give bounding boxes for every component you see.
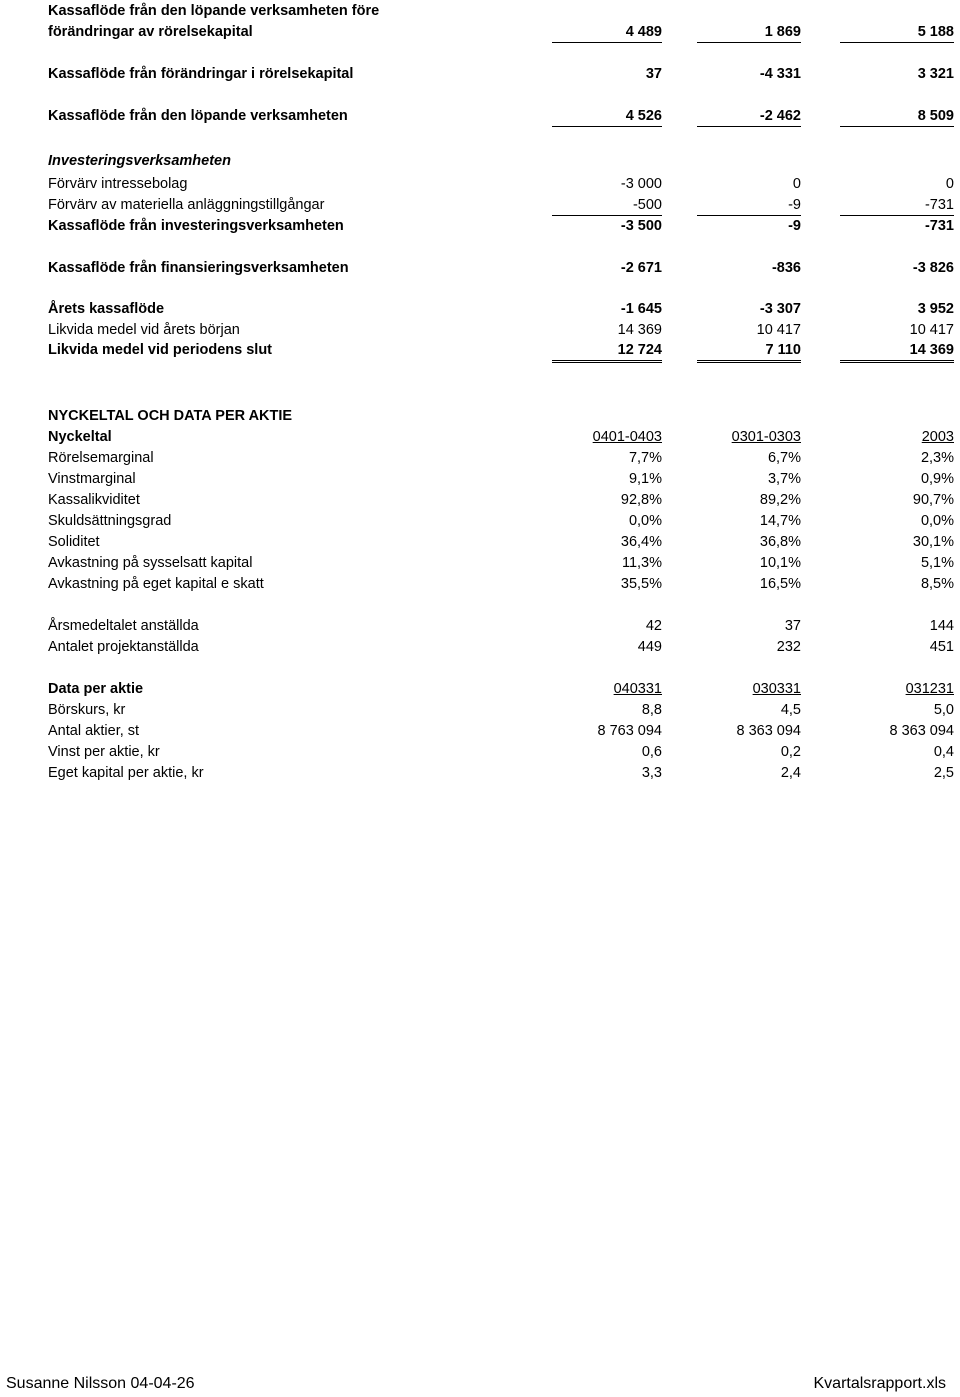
row-value-c1: 14 369	[617, 322, 662, 338]
row-label: Avkastning på sysselsatt kapital	[48, 555, 253, 571]
row-value-c2: 4,5	[780, 702, 801, 718]
row-value-c3: -731	[840, 195, 954, 216]
row-label: Antalet projektanställda	[48, 639, 199, 655]
row-value-c3: 5,1%	[920, 555, 954, 571]
row-label: förändringar av rörelsekapital	[48, 24, 253, 40]
row-value-c2: 0	[792, 176, 801, 192]
row-value-c1: 9,1%	[628, 471, 662, 487]
table-row	[0, 406, 960, 426]
row-label: Vinst per aktie, kr	[48, 744, 160, 760]
row-label: Kassaflöde från investeringsverksamheten	[48, 218, 344, 234]
row-value-c3: 2003	[921, 429, 954, 445]
row-label: Kassaflöde från finansieringsverksamheten	[48, 260, 349, 276]
row-value-c3: 0,0%	[920, 513, 954, 529]
row-value-c2: -4 331	[759, 66, 801, 82]
table-row	[0, 553, 960, 573]
row-label: Skuldsättningsgrad	[48, 513, 172, 529]
row-label: Avkastning på eget kapital e skatt	[48, 576, 264, 592]
table-row	[0, 427, 960, 447]
row-label: Kassaflöde från förändringar i rörelsekapital	[48, 66, 354, 82]
row-value-c1: -500	[552, 195, 662, 216]
row-label: Börskurs, kr	[48, 702, 126, 718]
row-value-c2: 2,4	[780, 765, 801, 781]
row-label: Förvärv av materiella anläggningstillgångar	[48, 197, 325, 213]
row-value-c1: 3,3	[641, 765, 662, 781]
table-row	[0, 195, 960, 215]
row-value-c2: 7 110	[697, 340, 801, 363]
row-value-c3: 144	[929, 618, 954, 634]
table-row	[0, 574, 960, 594]
table-row	[0, 616, 960, 636]
row-label: Data per aktie	[48, 681, 144, 697]
row-label: Kassaflöde från den löpande verksamheten före	[48, 3, 380, 19]
row-value-c3: 0,9%	[920, 471, 954, 487]
row-value-c3: -3 826	[912, 260, 954, 276]
row-label: Antal aktier, st	[48, 723, 140, 739]
table-row	[0, 340, 960, 360]
row-value-c3: 3 321	[917, 66, 954, 82]
row-value-c1: 0401-0403	[592, 429, 662, 445]
row-value-c3: 5 188	[840, 22, 954, 43]
row-value-c3: 2,5	[933, 765, 954, 781]
row-value-c2: 37	[784, 618, 801, 634]
row-value-c3: 8 363 094	[889, 723, 954, 739]
row-value-c3: 2,3%	[920, 450, 954, 466]
table-row	[0, 106, 960, 126]
row-value-c3: 30,1%	[912, 534, 954, 550]
row-value-c2: 89,2%	[759, 492, 801, 508]
table-row	[0, 532, 960, 552]
row-label: Investeringsverksamheten	[48, 153, 231, 169]
row-value-c1: 7,7%	[628, 450, 662, 466]
row-label: Nyckeltal	[48, 429, 112, 445]
row-value-c1: 35,5%	[620, 576, 662, 592]
row-label: Kassalikviditet	[48, 492, 140, 508]
row-value-c2: 0,2	[780, 744, 801, 760]
row-value-c1: 92,8%	[620, 492, 662, 508]
footer-filename: Kvartalsrapport.xls	[813, 1375, 946, 1392]
row-value-c1: -2 671	[620, 260, 662, 276]
table-row	[0, 637, 960, 657]
row-value-c2: -2 462	[697, 106, 801, 127]
row-value-c1: 11,3%	[621, 555, 662, 571]
row-value-c1: 449	[637, 639, 662, 655]
row-label: NYCKELTAL OCH DATA PER AKTIE	[48, 408, 293, 424]
table-row	[0, 490, 960, 510]
table-row	[0, 511, 960, 531]
row-label: Rörelsemarginal	[48, 450, 154, 466]
row-value-c3: 8,5%	[920, 576, 954, 592]
row-label: Likvida medel vid årets början	[48, 322, 240, 338]
table-row	[0, 469, 960, 489]
table-row	[0, 1, 960, 21]
footer-author: Susanne Nilsson 04-04-26	[6, 1375, 195, 1392]
row-value-c1: 0,6	[641, 744, 662, 760]
row-value-c3: 14 369	[840, 340, 954, 363]
row-value-c2: 030331	[752, 681, 801, 697]
row-value-c2: 36,8%	[759, 534, 801, 550]
row-label: Likvida medel vid periodens slut	[48, 342, 273, 358]
table-row	[0, 299, 960, 319]
row-value-c2: -9	[697, 195, 801, 216]
row-value-c3: 031231	[905, 681, 954, 697]
table-row	[0, 258, 960, 278]
row-value-c3: 5,0	[933, 702, 954, 718]
row-value-c1: 4 489	[552, 22, 662, 43]
row-value-c2: 14,7%	[759, 513, 801, 529]
row-value-c3: 90,7%	[912, 492, 954, 508]
table-row	[0, 174, 960, 194]
row-value-c1: 0,0%	[628, 513, 662, 529]
row-label: Vinstmarginal	[48, 471, 136, 487]
row-value-c1: 4 526	[552, 106, 662, 127]
row-value-c2: -3 307	[759, 301, 801, 317]
row-value-c1: 8 763 094	[597, 723, 662, 739]
row-value-c1: -3 500	[620, 218, 662, 234]
table-row	[0, 64, 960, 84]
row-label: Årets kassaflöde	[48, 301, 165, 317]
row-label: Förvärv intressebolag	[48, 176, 188, 192]
row-label: Eget kapital per aktie, kr	[48, 765, 204, 781]
row-value-c3: 0,4	[933, 744, 954, 760]
row-value-c2: 3,7%	[767, 471, 801, 487]
table-row	[0, 320, 960, 340]
row-value-c1: -3 000	[620, 176, 662, 192]
row-value-c2: 10,1%	[759, 555, 801, 571]
row-label: Kassaflöde från den löpande verksamheten	[48, 108, 348, 124]
row-value-c3: 451	[929, 639, 954, 655]
row-value-c1: 8,8	[641, 702, 662, 718]
table-row	[0, 216, 960, 236]
row-value-c2: 16,5%	[759, 576, 801, 592]
row-value-c1: 42	[645, 618, 662, 634]
table-row	[0, 763, 960, 783]
row-value-c2: 6,7%	[767, 450, 801, 466]
row-value-c3: 8 509	[840, 106, 954, 127]
table-row	[0, 679, 960, 699]
row-value-c3: 0	[945, 176, 954, 192]
table-row	[0, 448, 960, 468]
row-label: Soliditet	[48, 534, 100, 550]
table-row	[0, 721, 960, 741]
row-label: Årsmedeltalet anställda	[48, 618, 199, 634]
row-value-c2: 10 417	[756, 322, 801, 338]
row-value-c3: 3 952	[917, 301, 954, 317]
table-row	[0, 22, 960, 42]
table-row	[0, 742, 960, 762]
row-value-c2: -836	[771, 260, 801, 276]
row-value-c2: -9	[788, 218, 801, 234]
row-value-c2: 1 869	[697, 22, 801, 43]
row-value-c2: 8 363 094	[736, 723, 801, 739]
row-value-c2: 0301-0303	[731, 429, 801, 445]
table-row	[0, 700, 960, 720]
row-value-c1: -1 645	[620, 301, 662, 317]
row-value-c1: 36,4%	[620, 534, 662, 550]
row-value-c1: 37	[645, 66, 662, 82]
row-value-c3: 10 417	[909, 322, 954, 338]
row-value-c1: 040331	[613, 681, 662, 697]
row-value-c3: -731	[924, 218, 954, 234]
row-value-c2: 232	[776, 639, 801, 655]
row-value-c1: 12 724	[552, 340, 662, 363]
table-row	[0, 151, 960, 171]
